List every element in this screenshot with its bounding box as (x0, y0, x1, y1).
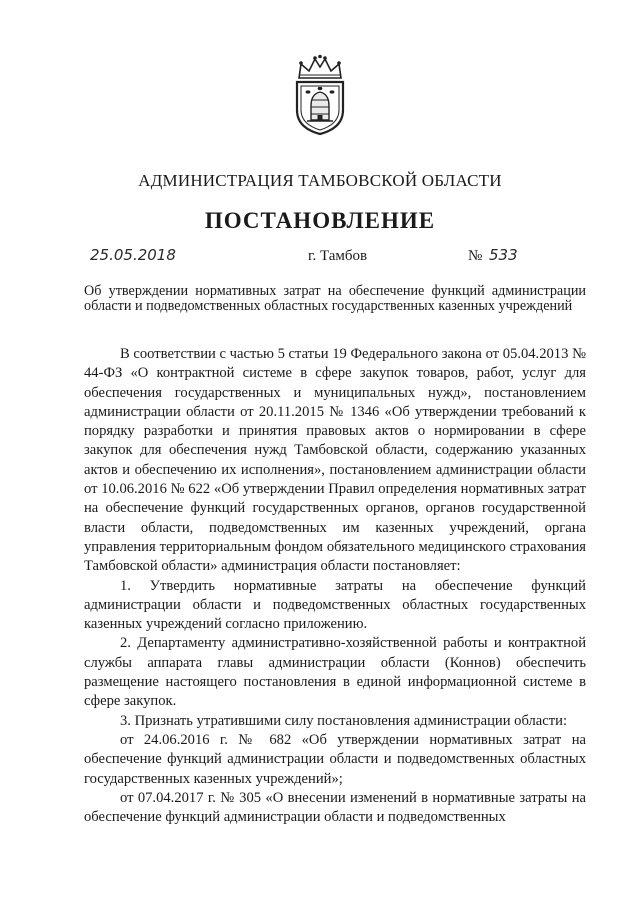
item-1-paragraph: 1. Утвердить нормативные затраты на обеспечение функций администрации области и подведомственных областных государственных казенных учреждений согласно приложению. (84, 577, 586, 633)
document-number: 533 (489, 246, 518, 264)
document-number-label: № (468, 248, 483, 264)
organization-name: АДМИНИСТРАЦИЯ ТАМБОВСКОЙ ОБЛАСТИ (138, 171, 502, 190)
document-city: г. Тамбов (308, 248, 368, 264)
item-3-paragraph: 3. Признать утратившими силу постановления администрации области: (120, 712, 567, 729)
item-3b-paragraph: от 07.04.2017 г. № 305 «О внесении изменений в нормативные затраты на обеспечение функций администрации области и подведомственных (84, 789, 586, 826)
document-body (84, 345, 586, 827)
document-type: ПОСТАНОВЛЕНИЕ (204, 208, 436, 233)
preamble-paragraph: В соответствии с частью 5 статьи 19 Федерального закона от 05.04.2013 № 44-ФЗ «О контрактной системе в сфере закупок товаров, работ, услуг для обеспечения государственных и муниципальных нужд», постановлением администрации области от 20.11.2015 № 1346 «Об утверждении требований к порядку разработки и принятия правовых актов о нормировании в сфере закупок для обеспечения нужд Тамбовской области, содержанию указанных актов и обеспечению их исполнения», постановлением администрации области от 10.06.2016 № 622 «Об утверждении Правил определения нормативных затрат на обеспечение функций государственных органов, органов государственной власти области, подведомственных им казенных учреждений, органа управления территориальным фондом обязательного медицинского страхования Тамбовской области» администрация области постановляет: (84, 346, 586, 575)
document-date: 25.05.2018 (90, 246, 176, 264)
tambov-coat-of-arms-icon (289, 54, 351, 136)
document-subject: Об утверждении нормативных затрат на обеспечение функций администрации области и подведомственных областных государственных казенных учреждений (84, 283, 586, 314)
item-2-paragraph: 2. Департаменту административно-хозяйственной работы и контрактной службы аппарата главы администрации области (Коннов) обеспечить размещение настоящего постановления в единой информационной системе в сфере закупок. (84, 635, 586, 710)
item-3a-paragraph: от 24.06.2016 г. № 682 «Об утверждении нормативных затрат на обеспечение функций администрации области и подведомственных областных государственных казенных учреждений»; (84, 731, 586, 787)
